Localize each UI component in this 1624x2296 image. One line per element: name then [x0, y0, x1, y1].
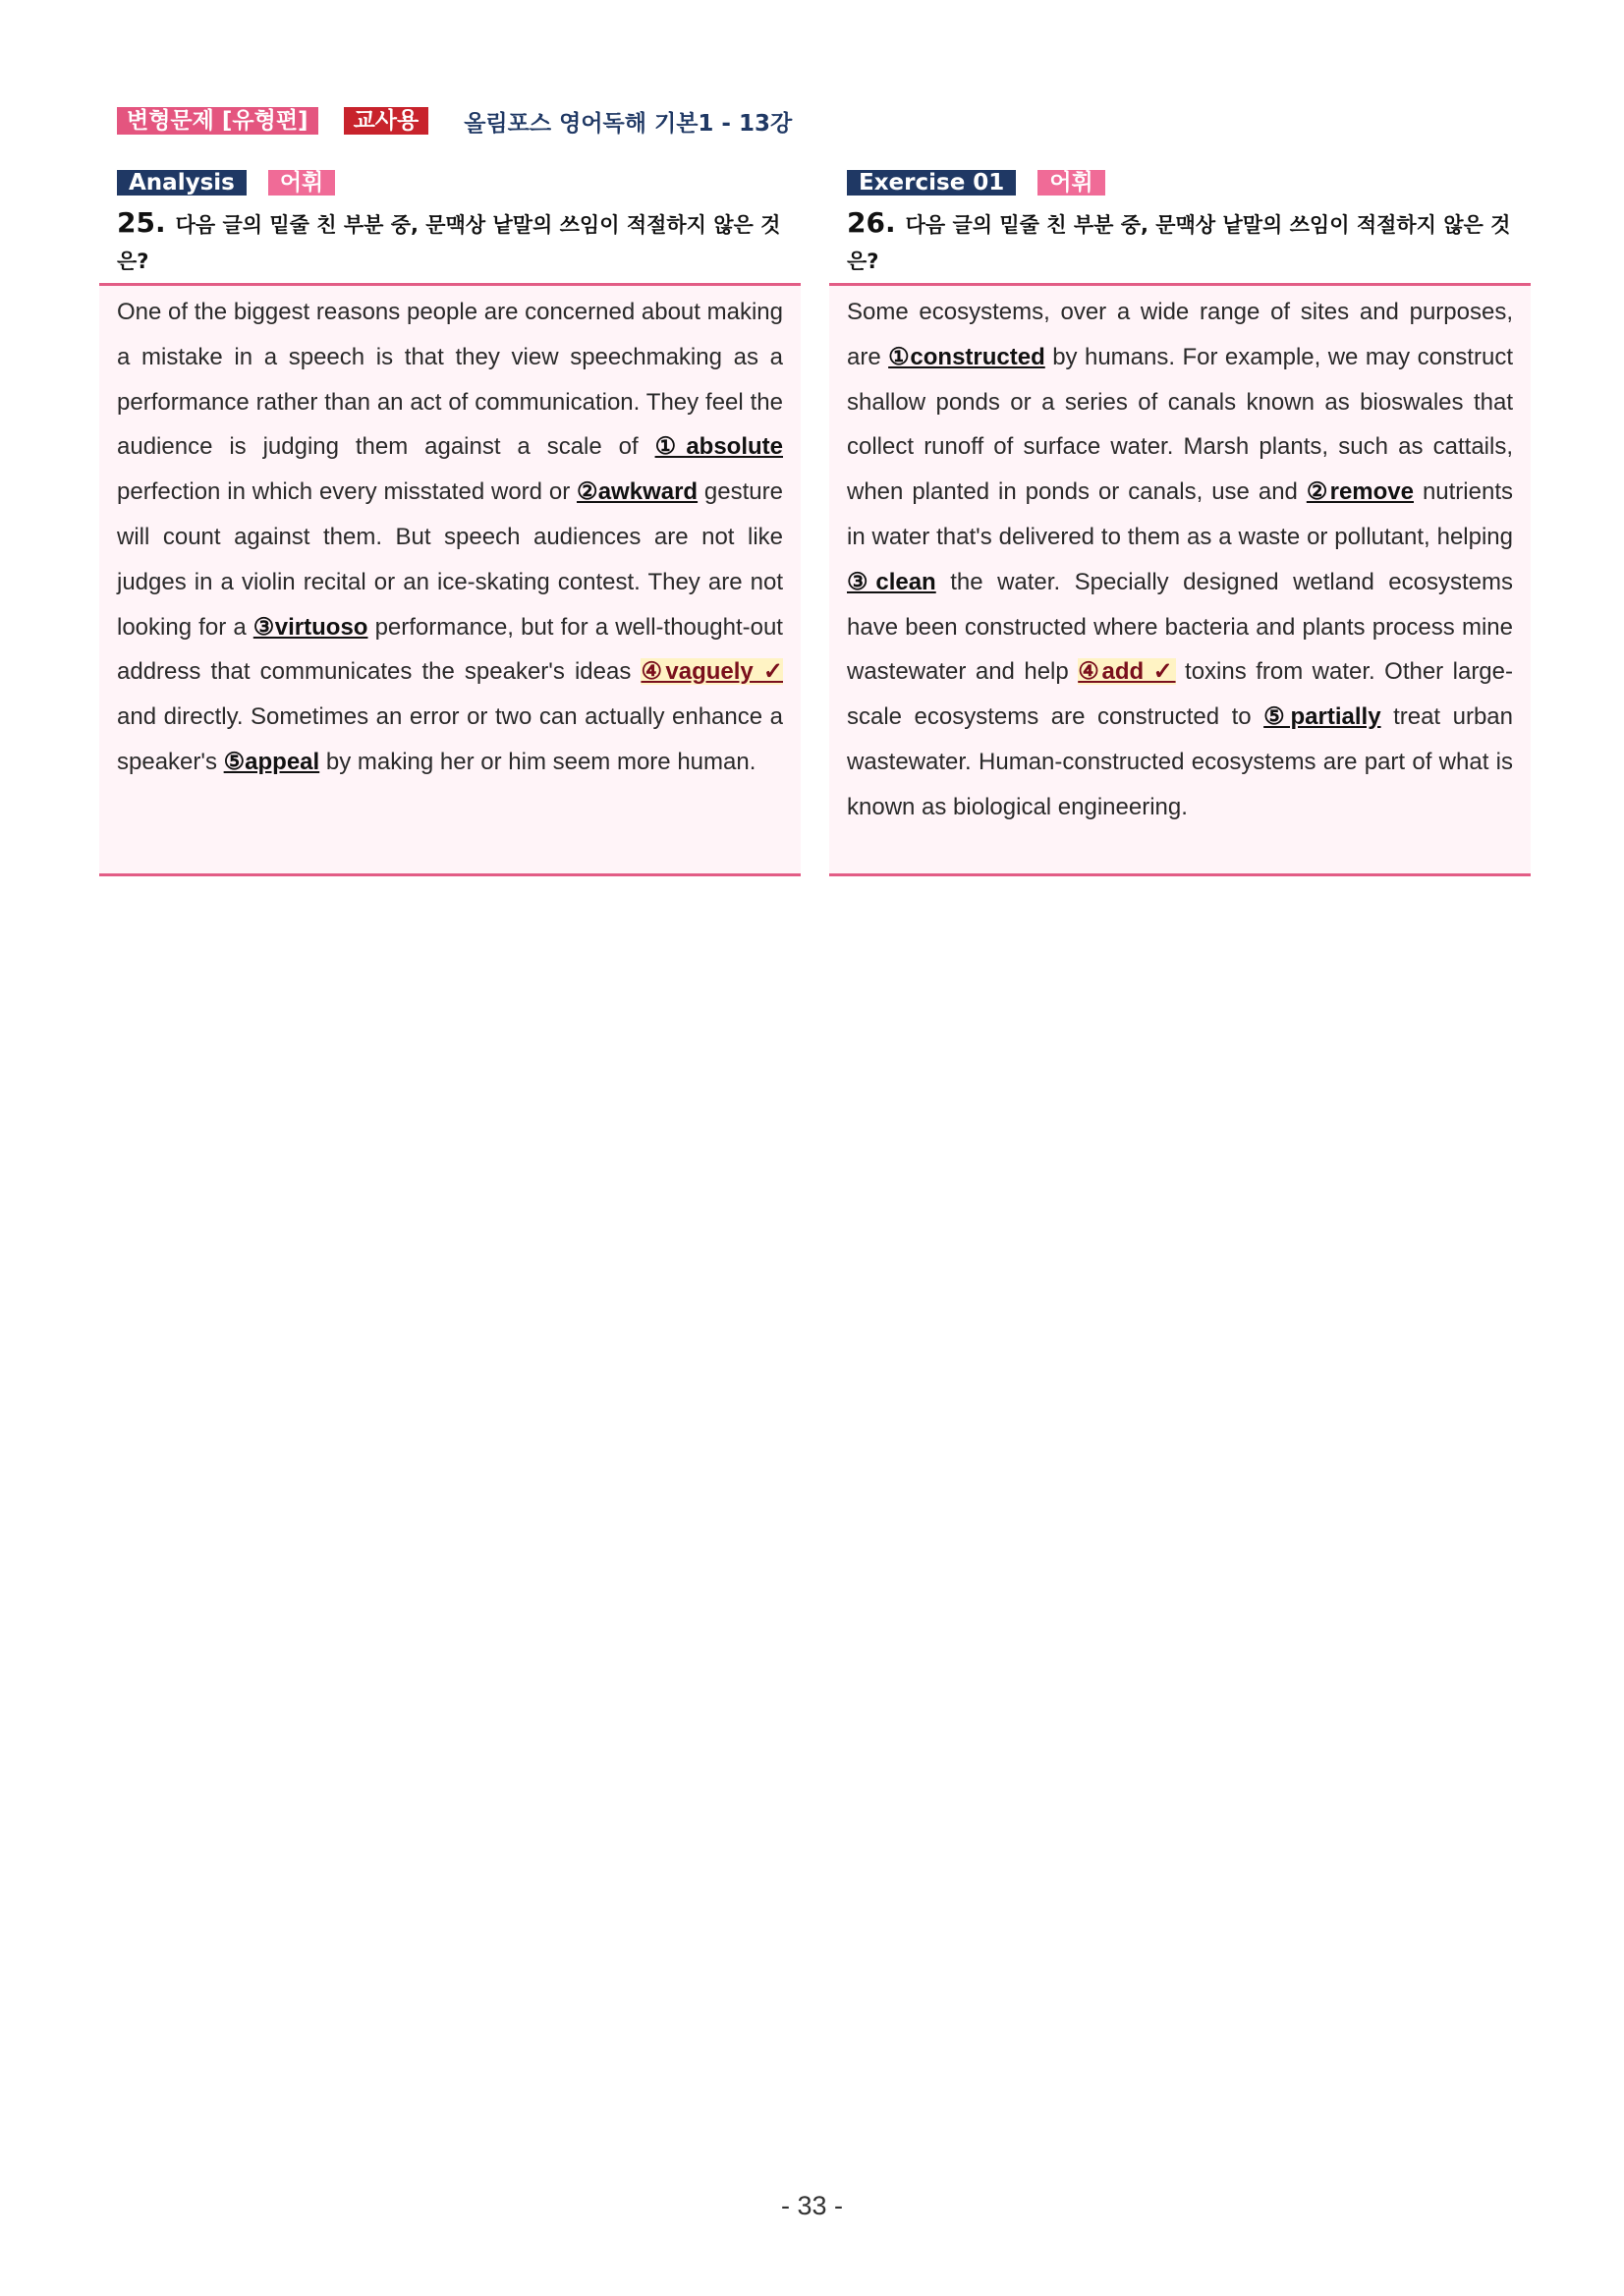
passage-box [829, 283, 1531, 876]
analysis-label: Analysis [117, 170, 247, 196]
passage-segment: the water. Specially designed wetland ecosystems have been constructed where bacteria and plants process mine wastewater and help [847, 568, 1513, 686]
passage-segment: performance, but for a well-thought-out address that communicates the speaker's ideas [117, 613, 783, 686]
passage-box [99, 283, 801, 876]
passage-segment: nutrients in water that's delivered to them as a waste or pollutant, helping [847, 478, 1513, 550]
choice-5: ⑤appeal [223, 748, 320, 775]
vocab-label: 어휘 [268, 170, 335, 196]
question-text: 다음 글의 밑줄 친 부분 중, 문맥상 낱말의 쓰임이 적절하지 않은 것은? [117, 213, 781, 273]
vocab-label: 어휘 [1037, 170, 1104, 196]
page-number: - 33 - [780, 2191, 844, 2220]
right-question-column [829, 169, 1531, 876]
choice-2: ②awkward [577, 478, 699, 506]
choice-4-answer: ④vaguely ✓ [641, 658, 783, 686]
choice-1: ①absolute [654, 433, 784, 461]
left-labels [117, 169, 801, 196]
passage-segment: by humans. For example, we may construct shallow ponds or a series of canals known as bioswales that collect runoff of surface water. Marsh plants, such as cattails, when planted in ponds or canals, use and [847, 343, 1513, 506]
passage-text [847, 290, 1513, 830]
passage-segment: by making her or him seem more human. [319, 748, 756, 775]
right-labels [847, 169, 1531, 196]
question-text: 다음 글의 밑줄 친 부분 중, 문맥상 낱말의 쓰임이 적절하지 않은 것은? [847, 213, 1511, 273]
passage-segment: One of the biggest reasons people are concerned about making a mistake in a speech is that they view speechmaking as a performance rather than an act of communication. They feel the audience is judging them against a scale of [117, 299, 783, 461]
passage-segment: treat urban wastewater. Human-constructed ecosystems are part of what is known as biological engineering. [847, 703, 1513, 820]
choice-3: ③clean [847, 568, 936, 595]
type-tag: 변형문제 [유형편] [117, 107, 318, 135]
question-number: 25. [117, 206, 166, 239]
choice-5: ⑤partially [1263, 703, 1381, 731]
question-26 [847, 204, 1513, 277]
teacher-tag: 교사용 [344, 107, 429, 135]
passage-segment: Some ecosystems, over a wide range of sites and purposes, are [847, 299, 1513, 370]
passage-text [117, 290, 783, 785]
left-question-column [99, 169, 801, 876]
question-number: 26. [847, 206, 896, 239]
choice-4-answer: ④add ✓ [1078, 658, 1176, 686]
passage-segment: gesture will count against them. But speech audiences are not like judges in a violin recital or an ice-skating contest. They are not looking for a [117, 478, 783, 641]
exercise-label: Exercise 01 [847, 170, 1016, 196]
page-header [117, 106, 792, 136]
question-25 [117, 204, 783, 277]
series-title: 올림포스 영어독해 기본1 - 13강 [464, 110, 793, 137]
choice-3: ③virtuoso [252, 613, 368, 641]
passage-segment: perfection in which every misstated word or [117, 478, 578, 506]
passage-segment: toxins from water. Other large-scale ecosystems are constructed to [847, 658, 1513, 731]
choice-2: ②remove [1306, 478, 1414, 506]
choice-1: ①constructed [888, 343, 1045, 370]
passage-segment: and directly. Sometimes an error or two can actually enhance a speaker's [117, 703, 783, 775]
